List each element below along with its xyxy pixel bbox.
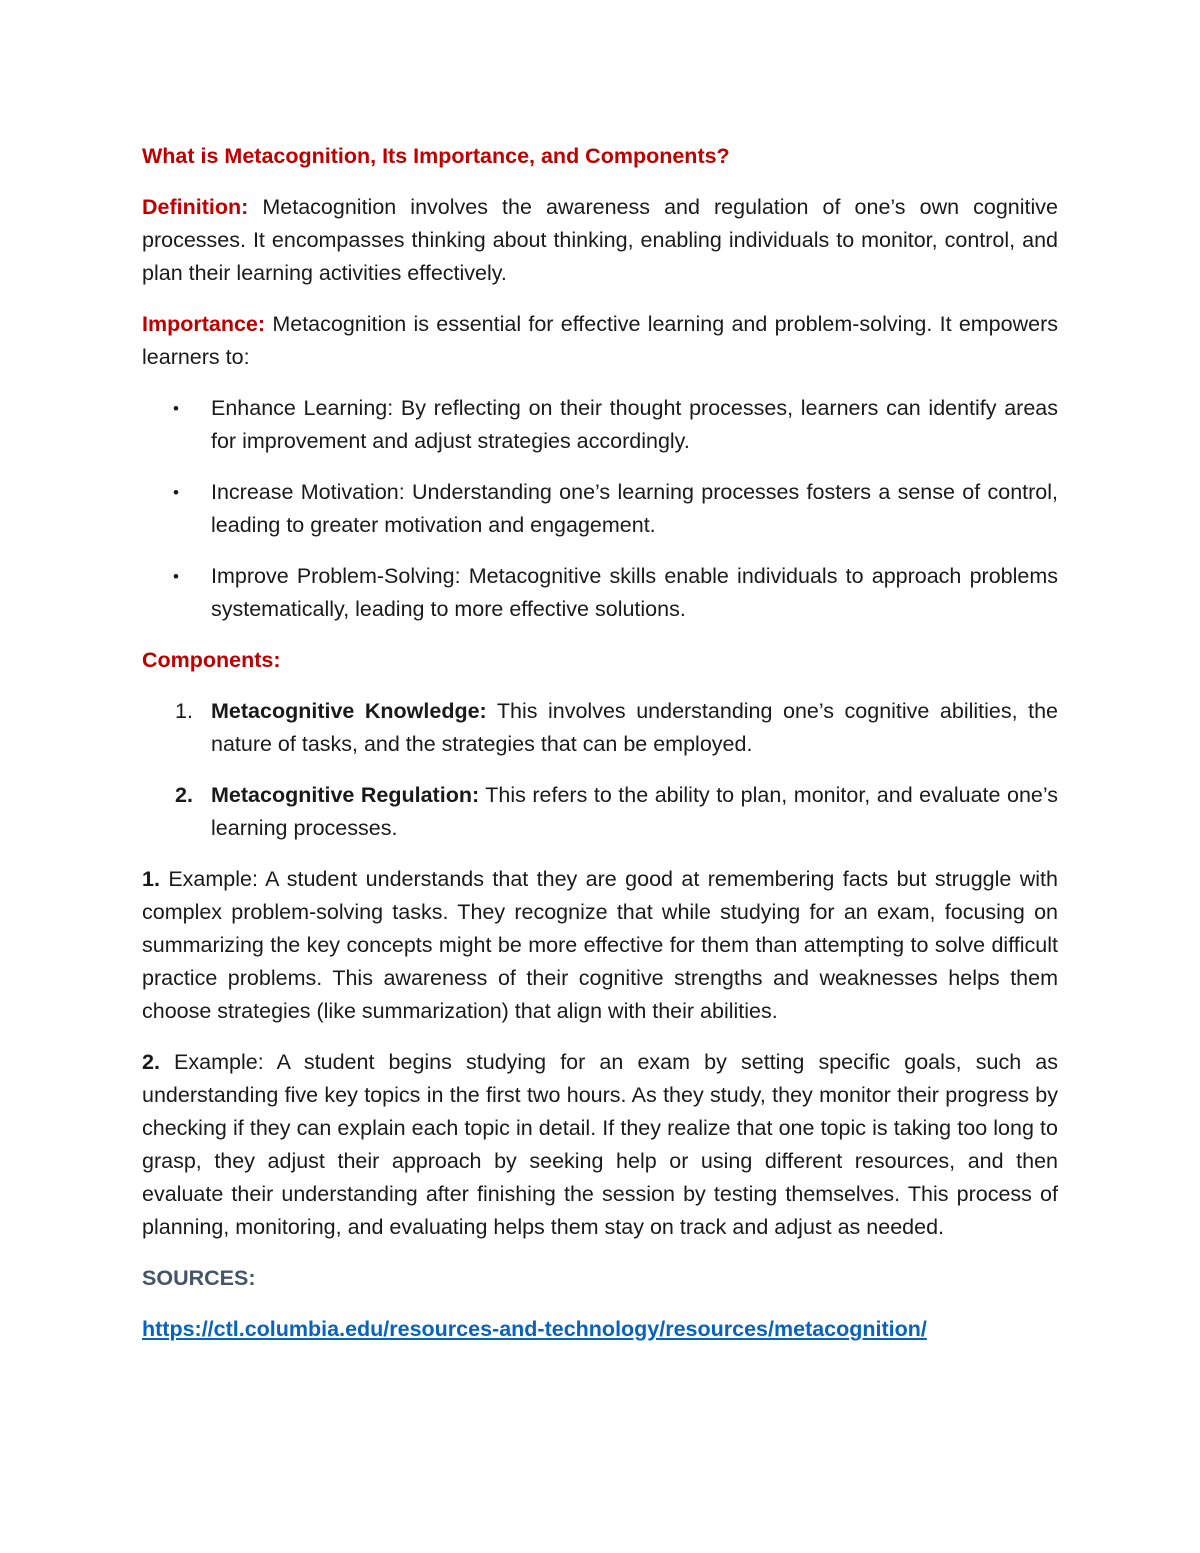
importance-paragraph <box>142 308 1058 374</box>
component-item <box>142 779 1058 845</box>
example-paragraph <box>142 863 1058 1028</box>
bullet-text: Increase Motivation: Understanding one’s learning processes fosters a sense of control, leading to greater motivation and engagement. <box>211 480 1058 537</box>
definition-label: Definition: <box>142 195 249 219</box>
bullet-text: Improve Problem-Solving: Metacognitive skills enable individuals to approach problems systematically, leading to more effective solutions. <box>211 564 1058 621</box>
example-text: Example: A student begins studying for an exam by setting specific goals, such as understanding five key topics in the first two hours. As they study, they monitor their progress by checking if they can explain each topic in detail. If they realize that one topic is taking too long to grasp, they adjust their approach by seeking help or using different resources, and then evaluate their understanding after finishing the session by testing themselves. This process of planning, monitoring, and evaluating helps them stay on track and adjust as needed. <box>142 1050 1058 1239</box>
example-text: Example: A student understands that they are good at remembering facts but struggle with complex problem-solving tasks. They recognize that while studying for an exam, focusing on summarizing the key concepts might be more effective for them than attempting to solve difficult practice problems. This awareness of their cognitive strengths and weaknesses helps them choose strategies (like summarization) that align with their abilities. <box>142 867 1058 1023</box>
document-page <box>142 140 1058 1364</box>
component-item <box>142 695 1058 761</box>
example-number: 2. <box>142 1050 160 1074</box>
component-term: Metacognitive Knowledge: <box>211 699 487 723</box>
definition-text: Metacognition involves the awareness and regulation of one’s own cognitive processes. It encompasses thinking about thinking, enabling individuals to monitor, control, and plan their learning activities effectively. <box>142 195 1058 285</box>
importance-bullet-list <box>142 392 1058 626</box>
component-text: This refers to the ability to plan, monitor, and evaluate one’s learning processes. <box>211 783 1058 840</box>
bullet-icon: • <box>173 567 179 586</box>
components-numbered-list <box>142 695 1058 845</box>
importance-label: Importance: <box>142 312 266 336</box>
bullet-item <box>142 392 1058 458</box>
components-label: Components: <box>142 648 281 672</box>
bullet-icon: • <box>173 399 179 418</box>
document-title: What is Metacognition, Its Importance, and Components? <box>142 144 730 168</box>
source-link[interactable]: https://ctl.columbia.edu/resources-and-technology/resources/metacognition/ <box>142 1317 927 1341</box>
bullet-text: Enhance Learning: By reflecting on their thought processes, learners can identify areas for improvement and adjust strategies accordingly. <box>211 396 1058 453</box>
importance-text: Metacognition is essential for effective learning and problem-solving. It empowers learners to: <box>142 312 1058 369</box>
bullet-item <box>142 476 1058 542</box>
components-heading-paragraph <box>142 644 1058 677</box>
example-number: 1. <box>142 867 160 891</box>
bullet-icon: • <box>173 483 179 502</box>
component-term: Metacognitive Regulation: <box>211 783 480 807</box>
sources-label: SOURCES: <box>142 1266 256 1290</box>
sources-link-paragraph <box>142 1313 1058 1346</box>
example-paragraph <box>142 1046 1058 1244</box>
component-number: 1. <box>175 699 193 723</box>
component-number: 2. <box>175 783 193 807</box>
definition-paragraph <box>142 191 1058 290</box>
bullet-item <box>142 560 1058 626</box>
component-text: This involves understanding one’s cognitive abilities, the nature of tasks, and the strategies that can be employed. <box>211 699 1058 756</box>
